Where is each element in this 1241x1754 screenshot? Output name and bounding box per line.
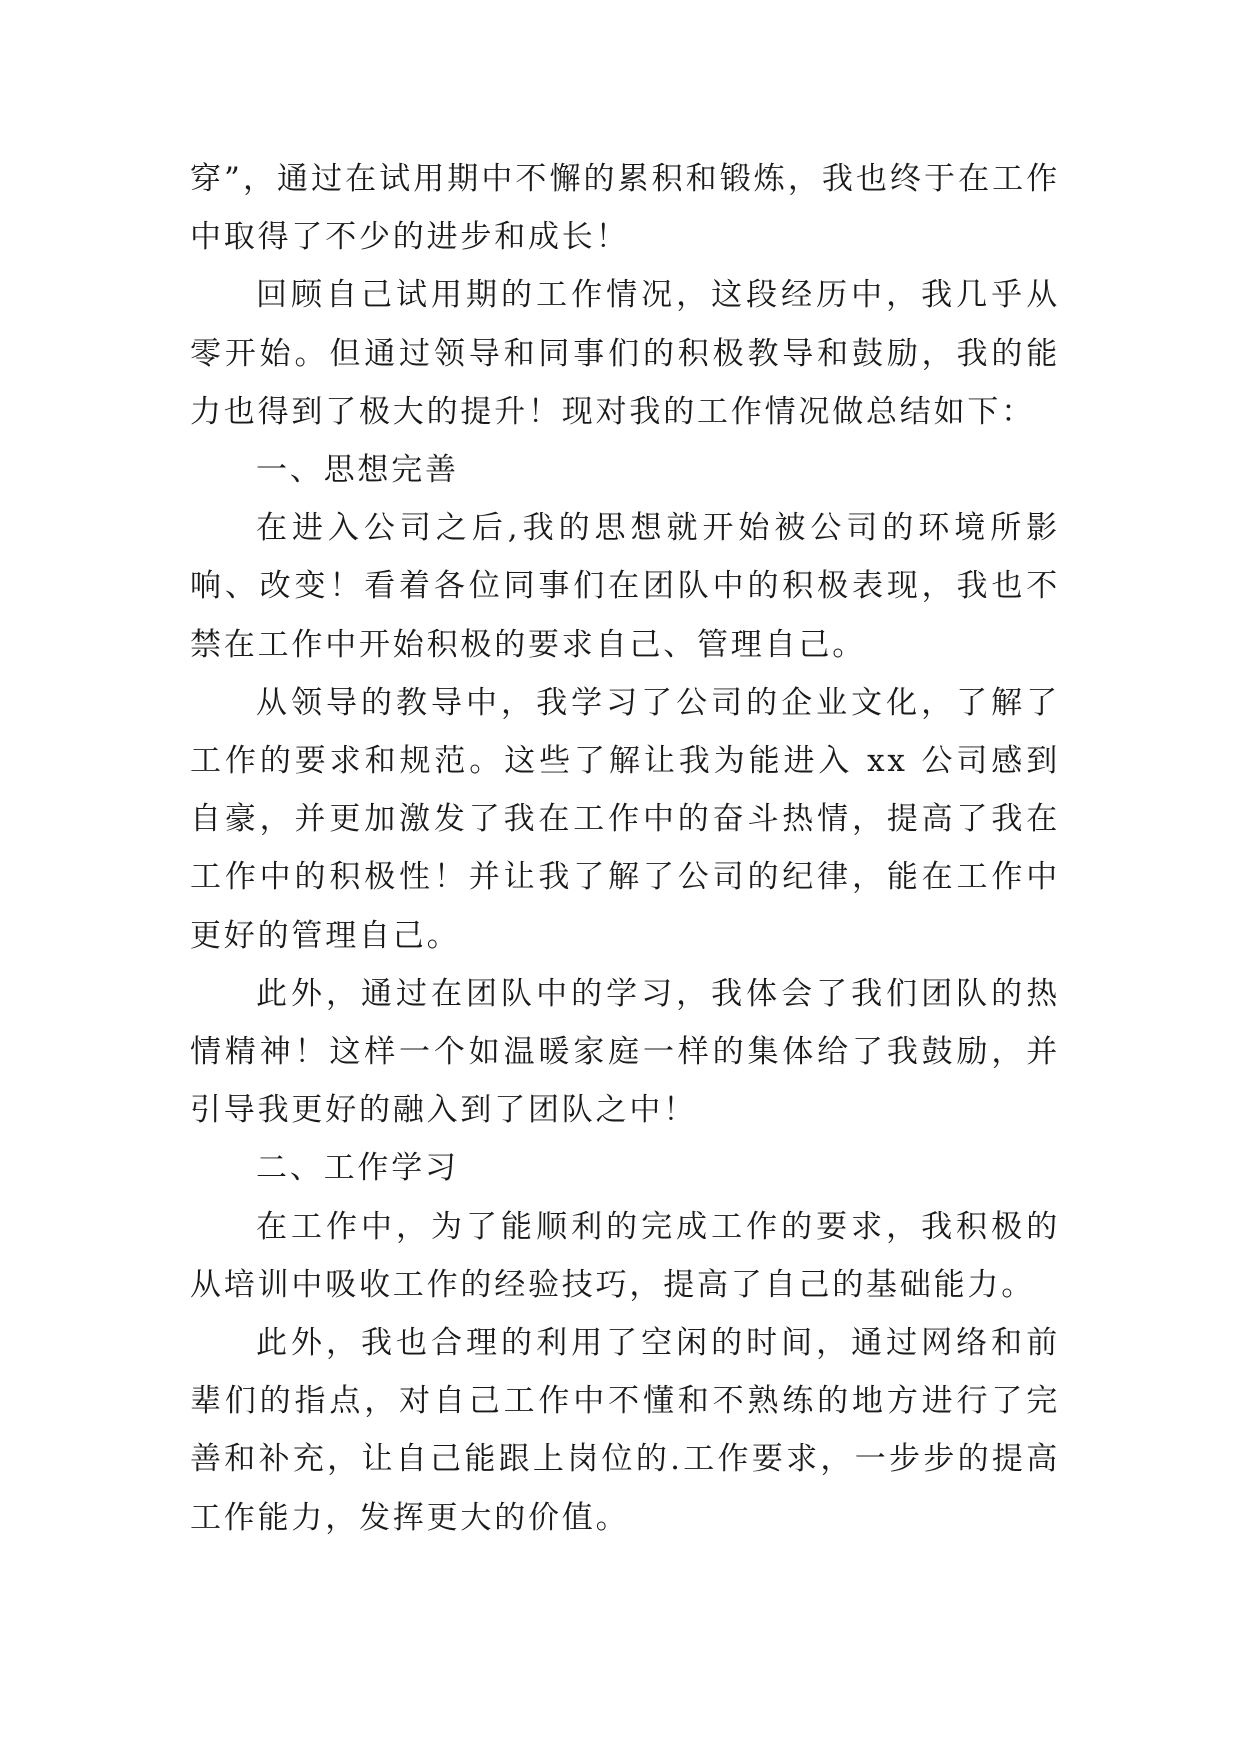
section-heading-work: 二、工作学习 bbox=[256, 1150, 459, 1187]
paragraph-continued: 穿”，通过在试用期中不懈的累积和锻炼，我也终于在工作中取得了不少的进步和成长！ bbox=[190, 161, 1060, 256]
paragraph-review: 回顾自己试用期的工作情况，这段经历中，我几乎从零开始。但通过领导和同事们的积极教导和鼓励，我的能力也得到了极大的提升！现对我的工作情况做总结如下： bbox=[190, 277, 1060, 430]
document-body bbox=[190, 150, 1060, 1547]
paragraph-thought-3: 此外，通过在团队中的学习，我体会了我们团队的热情精神！这样一个如温暖家庭一样的集体给了我鼓励，并引导我更好的融入到了团队之中！ bbox=[190, 975, 1060, 1129]
section-heading-thought: 一、思想完善 bbox=[256, 452, 459, 489]
paragraph-thought-1: 在进入公司之后,我的思想就开始被公司的环境所影响、改变！看着各位同事们在团队中的积极表现，我也不禁在工作中开始积极的要求自己、管理自己。 bbox=[190, 510, 1060, 663]
paragraph-work-1: 在工作中，为了能顺利的完成工作的要求，我积极的从培训中吸收工作的经验技巧，提高了自己的基础能力。 bbox=[190, 1208, 1060, 1303]
paragraph-thought-2: 从领导的教导中，我学习了公司的企业文化，了解了工作的要求和规范。这些了解让我为能进入 xx 公司感到自豪，并更加激发了我在工作中的奋斗热情，提高了我在工作中的积极性！并让我了解了公司的纪律，能在工作中更好的管理自己。 bbox=[190, 684, 1060, 954]
paragraph-work-2: 此外，我也合理的利用了空闲的时间，通过网络和前辈们的指点，对自己工作中不懂和不熟练的地方进行了完善和补充，让自己能跟上岗位的.工作要求，一步步的提高工作能力，发挥更大的价值。 bbox=[190, 1325, 1060, 1536]
